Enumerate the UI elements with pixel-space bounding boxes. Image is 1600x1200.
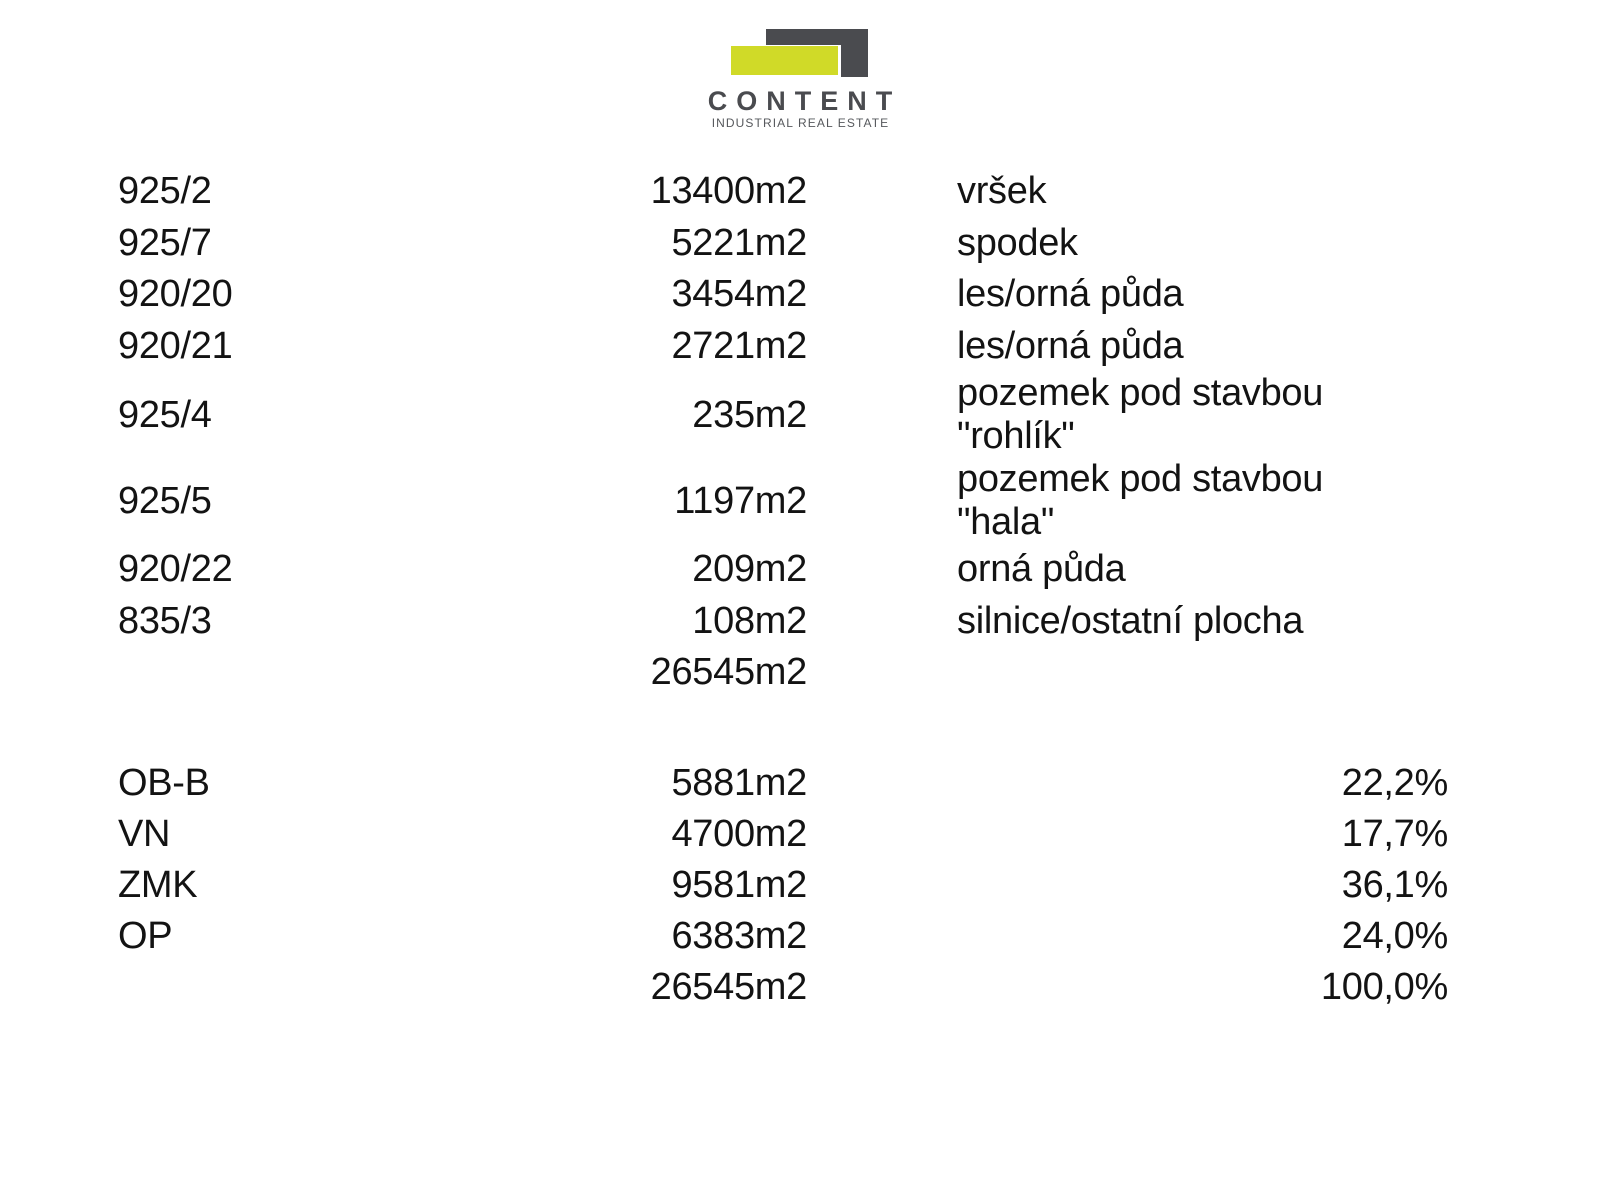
zoning-row [118, 911, 1448, 962]
parcel-number: 920/22 [118, 548, 233, 591]
parcel-area: 1197m2 [674, 479, 807, 522]
parcel-number: 920/20 [118, 273, 233, 316]
parcel-row [118, 166, 1448, 218]
zoning-area: 9581m2 [671, 864, 807, 906]
parcel-area: 13400m2 [650, 170, 807, 213]
parcel-number: 925/2 [118, 170, 212, 213]
parcel-row [118, 321, 1448, 373]
parcel-table [118, 166, 1448, 699]
parcel-area: 3454m2 [671, 273, 807, 316]
parcel-description: silnice/ostatní plocha [957, 599, 1304, 642]
parcel-row [118, 596, 1448, 648]
parcel-description: spodek [957, 221, 1078, 264]
zoning-code: ZMK [118, 864, 198, 906]
parcel-total-area: 26545m2 [650, 651, 807, 694]
zoning-row [118, 809, 1448, 860]
zoning-area: 4700m2 [671, 813, 807, 855]
zoning-total-percent: 100,0% [1320, 966, 1448, 1008]
parcel-row [118, 544, 1448, 596]
zoning-code: OB-B [118, 762, 210, 804]
parcel-area: 235m2 [692, 393, 807, 436]
parcel-description: vršek [957, 170, 1047, 213]
zoning-percent: 17,7% [1341, 813, 1448, 855]
zoning-code: OP [118, 915, 173, 957]
parcel-description: pozemek pod stavbou "hala" [957, 458, 1324, 543]
brand-name: CONTENT [707, 86, 902, 116]
zoning-table [118, 758, 1448, 1013]
zoning-row [118, 758, 1448, 809]
parcel-row [118, 269, 1448, 321]
zoning-total-row [118, 962, 1448, 1013]
content-logo [680, 14, 920, 130]
parcel-total-row [118, 647, 1448, 699]
zoning-total-area: 26545m2 [650, 966, 807, 1008]
zoning-percent: 22,2% [1341, 762, 1448, 804]
parcel-row [118, 458, 1448, 544]
parcel-number: 925/5 [118, 479, 212, 522]
zoning-area: 5881m2 [671, 762, 807, 804]
parcel-number: 925/4 [118, 393, 212, 436]
parcel-number: 925/7 [118, 221, 212, 264]
parcel-area: 5221m2 [671, 221, 807, 264]
parcel-number: 835/3 [118, 599, 212, 642]
parcel-area: 108m2 [692, 599, 807, 642]
parcel-row [118, 372, 1448, 458]
zoning-percent: 36,1% [1341, 864, 1448, 906]
parcel-area: 209m2 [692, 548, 807, 591]
parcel-description: orná půda [957, 548, 1126, 591]
zoning-code: VN [118, 813, 171, 855]
zoning-area: 6383m2 [671, 915, 807, 957]
parcel-row [118, 218, 1448, 270]
parcel-description: les/orná půda [957, 324, 1184, 367]
parcel-area: 2721m2 [671, 324, 807, 367]
parcel-description: pozemek pod stavbou "rohlík" [957, 372, 1324, 457]
parcel-description: les/orná půda [957, 273, 1184, 316]
brand-tagline: INDUSTRIAL REAL ESTATE [711, 116, 890, 130]
content-logo-mark-icon [680, 14, 920, 78]
parcel-number: 920/21 [118, 324, 233, 367]
zoning-row [118, 860, 1448, 911]
zoning-percent: 24,0% [1341, 915, 1448, 957]
